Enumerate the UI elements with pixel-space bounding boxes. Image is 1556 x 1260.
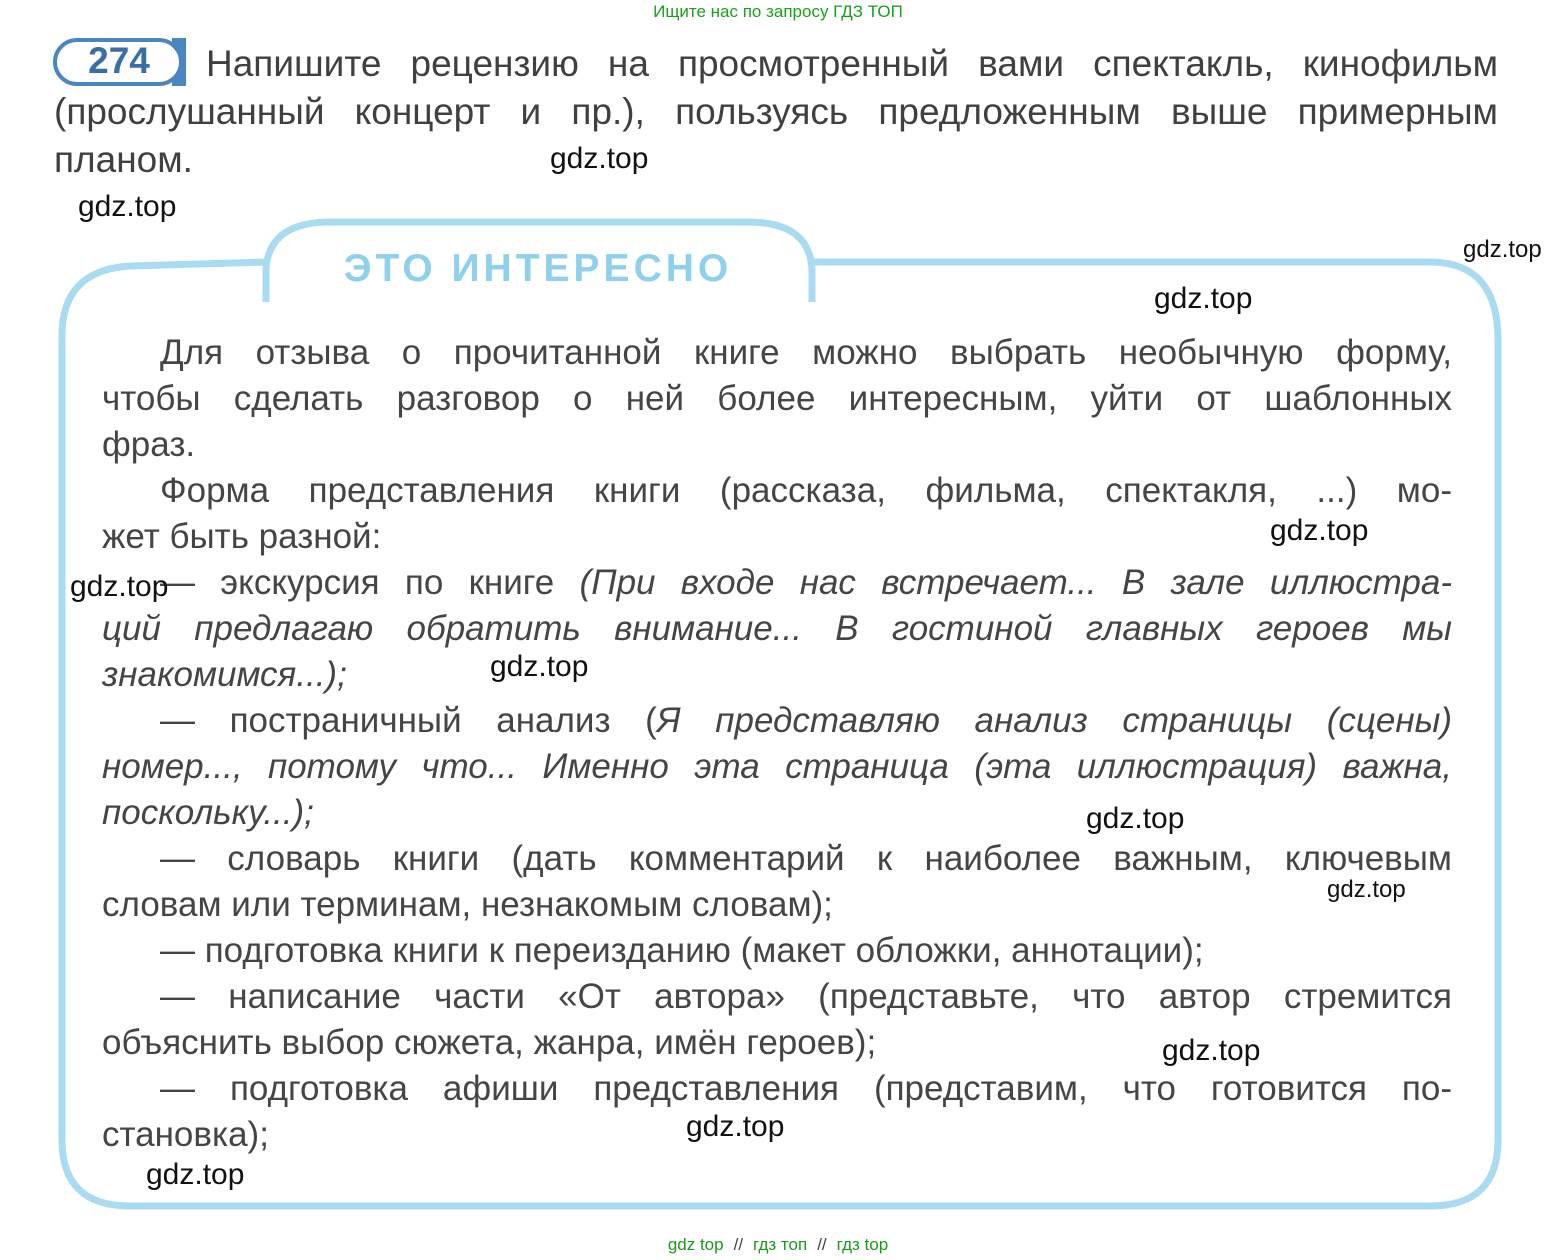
watermark: gdz.top — [550, 142, 649, 175]
body-line: знакомимся...); — [102, 655, 347, 694]
task-line: Напишите рецензию на просмотренный вами спектакль, кинофильм — [206, 43, 1498, 84]
body-line: объяснить выбор сюжета, жанра, имён героев); — [102, 1023, 877, 1062]
body-line: — словарь книги (дать комментарий к наиболее важным, ключевым — [160, 839, 1452, 878]
watermark: gdz.top — [78, 190, 177, 223]
info-box-title: ЭТО ИНТЕРЕСНО — [343, 247, 733, 290]
watermark: gdz.top — [686, 1110, 785, 1143]
body-line: Для отзыва о прочитанной книге можно выбрать необычную форму, — [160, 333, 1452, 372]
footer-links — [0, 1233, 1556, 1257]
task-line: (прослушанный концерт и пр.), пользуясь предложенным выше примерным — [54, 91, 1498, 132]
footer-link-gdz-top[interactable]: gdz top — [667, 1235, 724, 1254]
body-line: номер..., потому что... Именно эта страница (эта иллюстрация) важна, — [102, 747, 1452, 786]
body-line: — подготовка книги к переизданию (макет обложки, аннотации); — [160, 931, 1204, 970]
footer-separator: // — [817, 1235, 827, 1254]
body-line: — экскурсия по книге (При входе нас встречает... В зале иллюстра- — [160, 563, 1452, 602]
body-line: — написание части «От автора» (представьте, что автор стремится — [160, 977, 1452, 1016]
task-number: 274 — [88, 40, 150, 81]
body-line: поскольку...); — [102, 793, 314, 832]
body-line: жет быть разной: — [102, 517, 382, 556]
body-line: фраз. — [102, 425, 196, 464]
body-line: Форма представления книги (рассказа, фильма, спектакля, ...) мо- — [160, 471, 1452, 510]
footer-link-gdz-top-mixed[interactable]: гдз top — [836, 1235, 889, 1254]
watermark: gdz.top — [1327, 876, 1406, 903]
watermark: gdz.top — [1270, 514, 1369, 547]
watermark: gdz.top — [1086, 802, 1185, 835]
body-line: — постраничный анализ (Я представляю анализ страницы (сцены) — [160, 701, 1453, 740]
footer-separator: // — [733, 1235, 744, 1254]
watermark: gdz.top — [146, 1158, 245, 1191]
footer-link-gdz-top-ru[interactable]: гдз топ — [753, 1235, 808, 1254]
watermark: gdz.top — [1162, 1034, 1261, 1067]
search-hint-link[interactable]: Ищите нас по запросу ГДЗ ТОП — [653, 2, 903, 21]
body-line: ций предлагаю обратить внимание... В гостиной главных героев мы — [102, 609, 1452, 648]
body-line: словам или терминам, незнакомым словам); — [102, 885, 833, 924]
watermark: gdz.top — [490, 650, 589, 683]
body-line: — подготовка афиши представления (представим, что готовится по- — [160, 1069, 1452, 1108]
body-line: чтобы сделать разговор о ней более интересным, уйти от шаблонных — [102, 379, 1452, 418]
body-line: становка); — [102, 1115, 269, 1154]
task-line: планом. — [54, 139, 193, 180]
watermark: gdz.top — [1463, 236, 1542, 263]
watermark: gdz.top — [70, 570, 169, 603]
watermark: gdz.top — [1154, 282, 1253, 315]
